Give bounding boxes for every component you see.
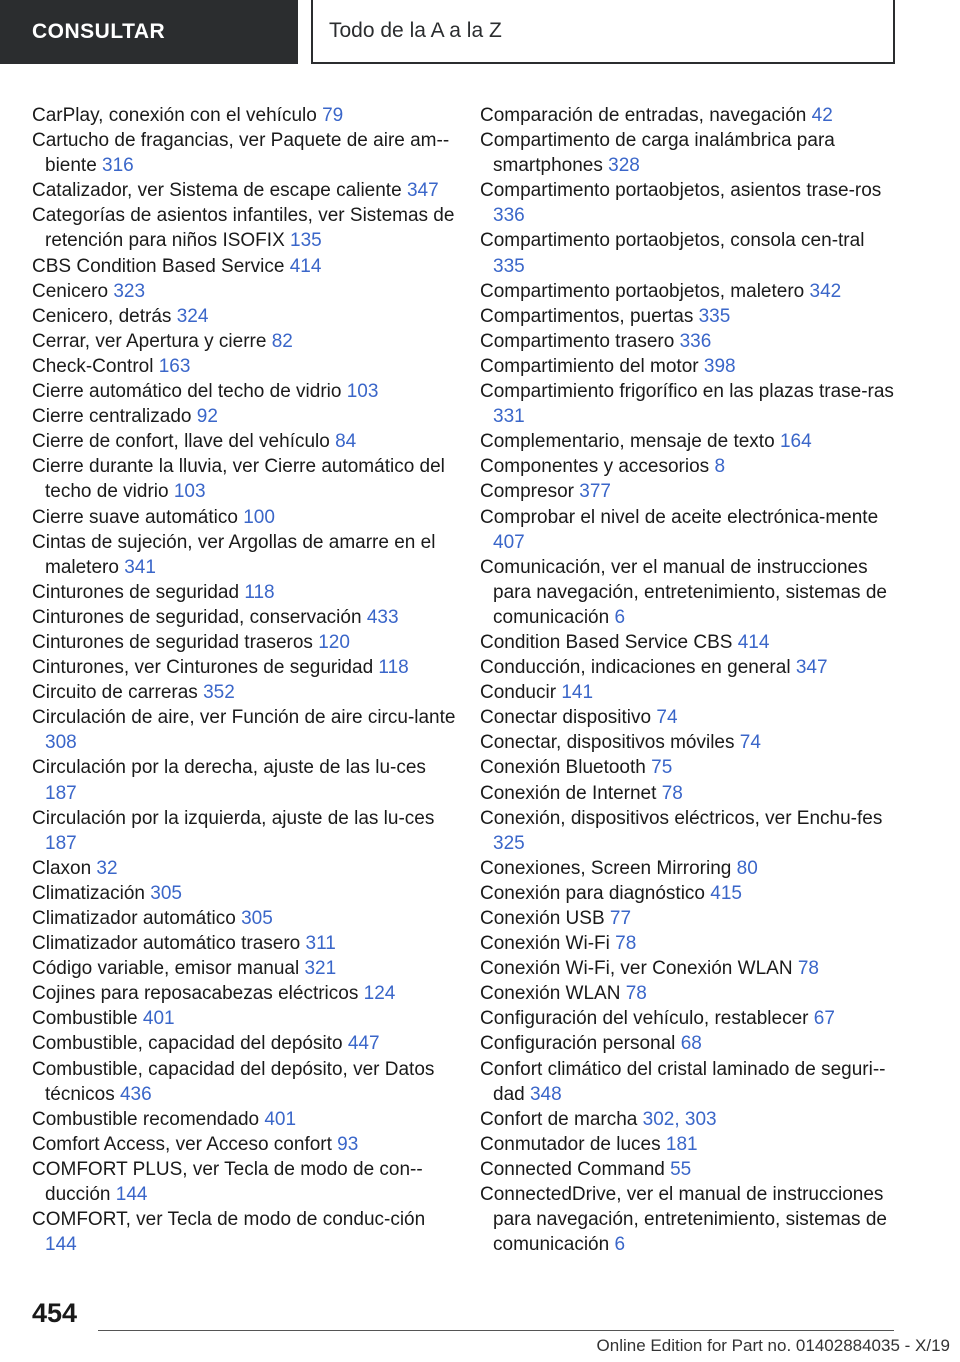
page-reference-link[interactable]: 6 — [614, 606, 626, 628]
index-entry — [32, 1057, 462, 1107]
index-column-right — [480, 103, 900, 1257]
index-term: Conexión Wi-Fi, ver Conexión WLAN — [480, 958, 798, 980]
index-entry — [32, 454, 462, 504]
index-entry — [32, 1107, 462, 1132]
index-entry — [32, 128, 462, 178]
index-entry — [32, 655, 462, 680]
index-entry — [480, 730, 900, 755]
page-reference-link[interactable]: 347 — [406, 180, 439, 202]
index-term: CBS Condition Based Service — [32, 255, 290, 277]
index-term: Compartimento de carga inalámbrica para smartphones — [480, 130, 835, 177]
page-reference-link[interactable]: 67 — [813, 1008, 835, 1030]
index-entry — [32, 254, 462, 279]
page-header — [0, 0, 960, 66]
index-entry — [480, 1182, 900, 1257]
index-entry — [32, 304, 462, 329]
index-term: Compartimento portaobjetos, asientos trase-ros — [480, 180, 882, 202]
index-entry — [480, 1107, 900, 1132]
page-reference-link[interactable]: 79 — [322, 105, 344, 126]
index-term: Complementario, mensaje de texto — [480, 431, 780, 453]
page-reference-link[interactable]: 181 — [665, 1133, 698, 1155]
index-entry — [32, 906, 462, 931]
page-reference-link[interactable]: 84 — [335, 431, 357, 453]
page-reference-link[interactable]: 311 — [305, 933, 336, 955]
index-entry — [480, 630, 900, 655]
index-entry — [480, 1031, 900, 1056]
index-term: ConnectedDrive, ver el manual de instrucciones para navegación, entretenimiento, sistemas de comunicación — [480, 1184, 887, 1256]
index-entry — [480, 781, 900, 806]
index-entry — [32, 429, 462, 454]
index-term: Conexión Wi-Fi — [480, 933, 616, 955]
page-reference-link[interactable]: 335 — [493, 255, 525, 277]
index-term: CarPlay, conexión con el vehículo — [32, 105, 323, 126]
index-term: Componentes y accesorios — [480, 456, 715, 478]
index-term: Compresor — [480, 481, 580, 503]
index-term: Compartimiento frigorífico en las plazas trase-ras — [480, 381, 894, 403]
index-entry — [480, 906, 900, 931]
page-reference-link[interactable]: 100 — [243, 506, 275, 528]
page-reference-link[interactable]: 401 — [142, 1008, 175, 1030]
page-reference-link[interactable]: 135 — [290, 230, 322, 252]
index-term: Cojines para reposacabezas eléctricos — [32, 983, 364, 1005]
page-reference-link[interactable]: 32 — [96, 857, 118, 879]
page-reference-link[interactable]: 398 — [703, 355, 736, 377]
index-column-left — [32, 103, 462, 1257]
index-term: Cierre suave automático — [32, 506, 244, 528]
index-term: Configuración personal — [480, 1033, 681, 1055]
index-entry — [480, 856, 900, 881]
index-entry — [32, 580, 462, 605]
index-term: Cenicero — [32, 280, 114, 302]
page-reference-link[interactable]: 325 — [493, 832, 525, 854]
index-term: Circulación por la izquierda, ajuste de las lu-ces — [32, 807, 435, 829]
index-term: Categorías de asientos infantiles, ver Sistemas de retención para niños ISOFIX — [32, 205, 455, 252]
page-reference-link[interactable]: 103 — [346, 381, 379, 403]
page-reference-link[interactable]: 163 — [158, 355, 191, 377]
page-reference-link[interactable]: 141 — [561, 682, 594, 704]
index-term: Catalizador, ver Sistema de escape caliente — [32, 180, 407, 202]
index-entry — [32, 956, 462, 981]
index-entry — [480, 931, 900, 956]
page-reference-link[interactable]: 347 — [795, 657, 828, 679]
index-term: Circulación de aire, ver Función de aire circu-lante — [32, 707, 456, 729]
page-reference-link[interactable]: 324 — [176, 305, 209, 327]
page-reference-link[interactable]: 336 — [679, 330, 712, 352]
index-entry — [32, 981, 462, 1006]
page-reference-link[interactable]: 78 — [625, 983, 647, 1005]
index-term: Cinturones de seguridad traseros — [32, 631, 319, 653]
index-term: Claxon — [32, 857, 97, 879]
index-entry — [480, 956, 900, 981]
page-reference-link[interactable]: 342 — [809, 280, 842, 302]
page-reference-link[interactable]: 93 — [337, 1133, 359, 1155]
page-reference-link[interactable]: 436 — [119, 1083, 152, 1105]
index-term: Cinturones, ver Cinturones de seguridad — [32, 657, 379, 679]
index-entry — [32, 755, 462, 805]
index-entry — [480, 429, 900, 454]
page-reference-link[interactable]: 55 — [670, 1158, 692, 1180]
page-number: 454 — [32, 1298, 78, 1328]
index-entry — [32, 530, 462, 580]
index-term: Combustible recomendado — [32, 1108, 265, 1130]
index-entry — [32, 354, 462, 379]
index-term: Conexión WLAN — [480, 983, 626, 1005]
page-reference-link[interactable]: 120 — [318, 631, 350, 653]
index-term: Combustible — [32, 1008, 143, 1030]
index-entry — [32, 379, 462, 404]
index-entry — [32, 605, 462, 630]
page-reference-link[interactable]: 78 — [615, 933, 637, 955]
index-entry — [480, 981, 900, 1006]
index-term: Climatizador automático trasero — [32, 933, 306, 955]
index-entry — [32, 1207, 462, 1257]
page-reference-link[interactable]: 77 — [609, 908, 632, 929]
page-reference-link[interactable]: 187 — [45, 832, 77, 854]
page-reference-link[interactable]: 78 — [797, 958, 819, 980]
index-term: Circuito de carreras — [32, 682, 204, 704]
index-term: Climatización — [32, 882, 151, 904]
page-reference-link[interactable]: 68 — [680, 1033, 702, 1055]
index-entry — [32, 705, 462, 755]
index-term: Conexión para diagnóstico — [480, 882, 711, 904]
index-term: Cenicero, detrás — [32, 305, 177, 327]
index-term: Conexión de Internet — [480, 782, 662, 804]
index-entry — [480, 555, 900, 630]
page-reference-link[interactable]: 118 — [244, 581, 275, 603]
index-entry — [32, 1006, 462, 1031]
page-reference-link[interactable]: 302, 303 — [642, 1108, 717, 1130]
index-term: Climatizador automático — [32, 908, 242, 929]
index-entry — [32, 806, 462, 856]
page-reference-link[interactable]: 6 — [614, 1234, 626, 1256]
index-term: Connected Command — [480, 1158, 671, 1180]
page-reference-link[interactable]: 407 — [493, 531, 525, 553]
page-reference-link[interactable]: 78 — [661, 782, 683, 804]
index-entry — [480, 680, 900, 705]
page-reference-link[interactable]: 348 — [529, 1083, 562, 1105]
index-term: Circulación por la derecha, ajuste de las lu-ces — [32, 757, 426, 779]
index-term: Cinturones de seguridad — [32, 581, 245, 603]
index-entry — [480, 479, 900, 504]
index-term: Check-Control — [32, 355, 159, 377]
index-term: Confort climático del cristal laminado de seguri-dad — [480, 1058, 886, 1105]
index-term: Cierre de confort, llave del vehículo — [32, 431, 336, 453]
page-reference-link[interactable]: 321 — [304, 958, 337, 980]
index-entry — [480, 329, 900, 354]
index-entry — [480, 228, 900, 278]
page-reference-link[interactable]: 75 — [651, 757, 673, 779]
index-term: Conexión Bluetooth — [480, 757, 652, 779]
index-term: Configuración del vehículo, restablecer — [480, 1008, 814, 1030]
index-term: Cerrar, ver Apertura y cierre — [32, 330, 272, 352]
page-reference-link[interactable]: 308 — [45, 732, 77, 754]
index-term: Conexión, dispositivos eléctricos, ver Enchu-fes — [480, 807, 883, 829]
page-reference-link[interactable]: 341 — [124, 556, 156, 578]
index-term: Comunicación, ver el manual de instrucciones para navegación, entretenimiento, sistemas de comunicación — [480, 556, 887, 628]
index-term: Conectar, dispositivos móviles — [480, 732, 740, 754]
page-reference-link[interactable]: 144 — [115, 1184, 148, 1206]
page-reference-link[interactable]: 305 — [241, 908, 273, 929]
section-tab: CONSULTAR — [0, 0, 298, 64]
index-term: Conectar dispositivo — [480, 707, 657, 729]
index-entry — [32, 178, 462, 203]
index-term: Compartimento trasero — [480, 330, 680, 352]
index-entry — [480, 755, 900, 780]
index-term: Cierre centralizado — [32, 406, 197, 428]
index-term: Cartucho de fragancias, ver Paquete de aire am-biente — [32, 130, 450, 177]
page-reference-link[interactable]: 401 — [264, 1108, 297, 1130]
page-reference-link[interactable]: 82 — [271, 330, 293, 352]
page-reference-link[interactable]: 414 — [737, 631, 770, 653]
index-entry — [480, 1057, 900, 1107]
index-term: Conmutador de luces — [480, 1133, 666, 1155]
index-entry — [480, 505, 900, 555]
index-entry — [480, 103, 900, 128]
index-entry — [480, 128, 900, 178]
index-entry — [480, 1157, 900, 1182]
page-reference-link[interactable]: 352 — [203, 682, 235, 704]
index-term: Comprobar el nivel de aceite electrónica-mente — [480, 506, 879, 528]
index-entry — [32, 329, 462, 354]
index-term: Conducir — [480, 682, 562, 704]
index-entry — [480, 454, 900, 479]
page-reference-link[interactable]: 447 — [347, 1033, 380, 1055]
index-term: Combustible, capacidad del depósito, ver Datos técnicos — [32, 1058, 435, 1105]
page-reference-link[interactable]: 331 — [493, 406, 525, 428]
index-entry — [480, 705, 900, 730]
index-entry — [480, 806, 900, 856]
page-reference-link[interactable]: 92 — [196, 406, 218, 428]
index-term: Compartimento portaobjetos, maletero — [480, 280, 810, 302]
index-entry — [32, 1132, 462, 1157]
page-reference-link[interactable]: 415 — [710, 882, 742, 904]
index-term: Combustible, capacidad del depósito — [32, 1033, 348, 1055]
index-entry — [480, 655, 900, 680]
index-term: Conexión USB — [480, 908, 610, 929]
index-term: Cintas de sujeción, ver Argollas de amarre en el maletero — [32, 531, 436, 578]
index-term: Cierre automático del techo de vidrio — [32, 381, 347, 403]
index-entry — [32, 931, 462, 956]
index-term: Compartimiento del motor — [480, 355, 704, 377]
index-entry — [32, 856, 462, 881]
index-entry — [32, 1157, 462, 1207]
index-entry — [32, 279, 462, 304]
index-term: Cinturones de seguridad, conservación — [32, 606, 367, 628]
index-term: Conducción, indicaciones en general — [480, 657, 796, 679]
index-entry — [480, 279, 900, 304]
page-reference-link[interactable]: 118 — [378, 657, 409, 679]
page-reference-link[interactable]: 433 — [366, 606, 399, 628]
page-reference-link[interactable]: 335 — [698, 305, 731, 327]
index-term: Comfort Access, ver Acceso confort — [32, 1133, 338, 1155]
page-reference-link[interactable]: 103 — [173, 481, 206, 503]
index-term: Condition Based Service CBS — [480, 631, 738, 653]
index-term: Confort de marcha — [480, 1108, 643, 1130]
page-reference-link[interactable]: 316 — [102, 155, 134, 177]
page-reference-link[interactable]: 80 — [736, 857, 758, 879]
index-entry — [32, 103, 462, 128]
index-entry — [32, 630, 462, 655]
index-term: Código variable, emisor manual — [32, 958, 305, 980]
index-term: Conexiones, Screen Mirroring — [480, 857, 737, 879]
index-term: Comparación de entradas, navegación — [480, 105, 812, 126]
index-entry — [480, 304, 900, 329]
index-entry — [32, 203, 462, 253]
footer-divider — [98, 1330, 894, 1331]
page-reference-link[interactable]: 414 — [289, 255, 322, 277]
index-entry — [32, 680, 462, 705]
page-reference-link[interactable]: 74 — [656, 707, 678, 729]
index-entry — [32, 404, 462, 429]
page-reference-link[interactable]: 377 — [579, 481, 611, 503]
index-term: COMFORT PLUS, ver Tecla de modo de con-ducción — [32, 1158, 423, 1206]
index-term: Cierre durante la lluvia, ver Cierre automático del techo de vidrio — [32, 456, 445, 503]
page-reference-link[interactable]: 8 — [714, 456, 726, 478]
chapter-title: Todo de la A a la Z — [311, 0, 895, 64]
index-entry — [480, 379, 900, 429]
page-reference-link[interactable]: 42 — [811, 105, 833, 126]
index-entry — [32, 505, 462, 530]
index-entry — [480, 1132, 900, 1157]
page-reference-link[interactable]: 74 — [739, 732, 761, 754]
index-entry — [480, 178, 900, 228]
index-term: Compartimento portaobjetos, consola cen-tral — [480, 230, 865, 252]
page-reference-link[interactable]: 328 — [608, 155, 640, 177]
index-entry — [480, 881, 900, 906]
page-reference-link[interactable]: 305 — [150, 882, 182, 904]
page-reference-link[interactable]: 336 — [493, 205, 525, 227]
page-reference-link[interactable]: 187 — [45, 782, 77, 804]
page-reference-link[interactable]: 144 — [45, 1234, 77, 1256]
index-entry — [32, 881, 462, 906]
index-entry — [480, 1006, 900, 1031]
page-reference-link[interactable]: 164 — [779, 431, 812, 453]
footer-edition-text: Online Edition for Part no. 01402884035 - X/19 — [596, 1336, 950, 1355]
index-term: Compartimentos, puertas — [480, 305, 699, 327]
index-entry — [32, 1031, 462, 1056]
index-term: COMFORT, ver Tecla de modo de conduc-ción — [32, 1209, 426, 1231]
page-reference-link[interactable]: 323 — [113, 280, 146, 302]
page-reference-link[interactable]: 124 — [363, 983, 396, 1005]
index-entry — [480, 354, 900, 379]
